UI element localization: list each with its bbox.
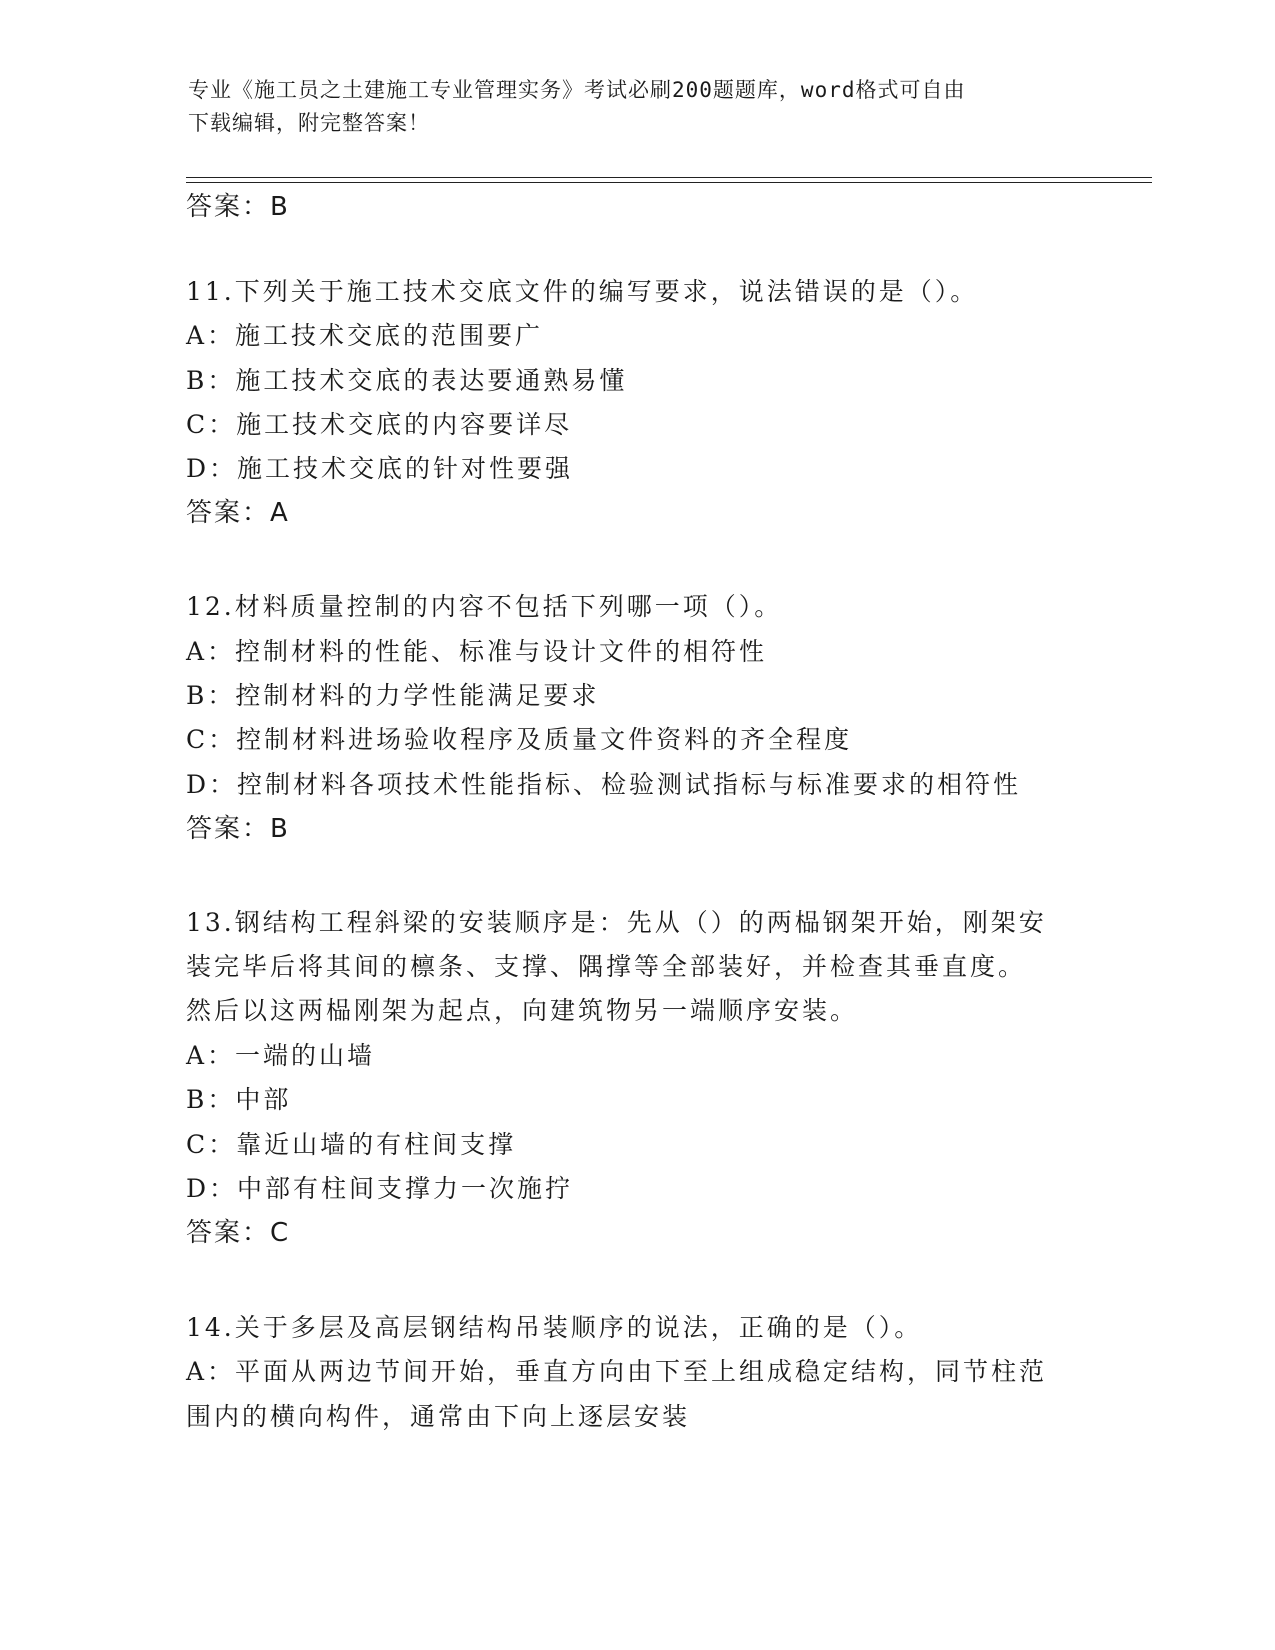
question-12-option-b: B：控制材料的力学性能满足要求 (186, 681, 600, 710)
question-11-answer: 答案：A (186, 498, 290, 528)
header-rule-top (186, 177, 1152, 178)
question-13-option-d: D：中部有柱间支撑力一次施拧 (186, 1174, 574, 1203)
question-11-option-d: D：施工技术交底的针对性要强 (186, 454, 574, 483)
question-12-answer: 答案：B (186, 814, 290, 844)
question-13-option-c: C：靠近山墙的有柱间支撑 (186, 1130, 517, 1159)
question-11-option-a: A：施工技术交底的范围要广 (186, 321, 544, 350)
question-12-option-a: A：控制材料的性能、标准与设计文件的相符性 (186, 637, 768, 666)
question-13-stem-line-1: 13.钢结构工程斜梁的安装顺序是：先从（）的两榀钢架开始，刚架安 (186, 908, 1047, 937)
answer-previous: 答案：B (186, 192, 290, 222)
question-12-stem: 12.材料质量控制的内容不包括下列哪一项（）。 (186, 592, 783, 621)
question-13-stem-line-2: 装完毕后将其间的檩条、支撑、隅撑等全部装好，并检查其垂直度。 (186, 952, 1027, 981)
question-11-option-c: C：施工技术交底的内容要详尽 (186, 410, 573, 439)
question-11-option-b: B：施工技术交底的表达要通熟易懂 (186, 366, 628, 395)
header-line-1: 专业《施工员之土建施工专业管理实务》考试必刷200题题库，word格式可自由 (188, 78, 966, 102)
question-14-option-a-line-2: 围内的横向构件，通常由下向上逐层安装 (186, 1402, 691, 1431)
question-11-stem: 11.下列关于施工技术交底文件的编写要求，说法错误的是（）。 (186, 277, 979, 306)
question-13-option-b: B：中部 (186, 1085, 292, 1114)
question-14-stem: 14.关于多层及高层钢结构吊装顺序的说法，正确的是（）。 (186, 1313, 923, 1342)
document-header (188, 74, 1068, 140)
header-line-2: 下载编辑，附完整答案！ (188, 111, 430, 135)
header-rule-bottom (186, 182, 1152, 183)
question-13-answer: 答案：C (186, 1218, 291, 1248)
question-14-option-a-line-1: A：平面从两边节间开始，垂直方向由下至上组成稳定结构，同节柱范 (186, 1357, 1048, 1386)
question-12-option-c: C：控制材料进场验收程序及质量文件资料的齐全程度 (186, 725, 853, 754)
question-13-stem-line-3: 然后以这两榀刚架为起点，向建筑物另一端顺序安装。 (186, 996, 859, 1025)
question-13-option-a: A：一端的山墙 (186, 1041, 376, 1070)
question-12-option-d: D：控制材料各项技术性能指标、检验测试指标与标准要求的相符性 (186, 770, 1022, 799)
